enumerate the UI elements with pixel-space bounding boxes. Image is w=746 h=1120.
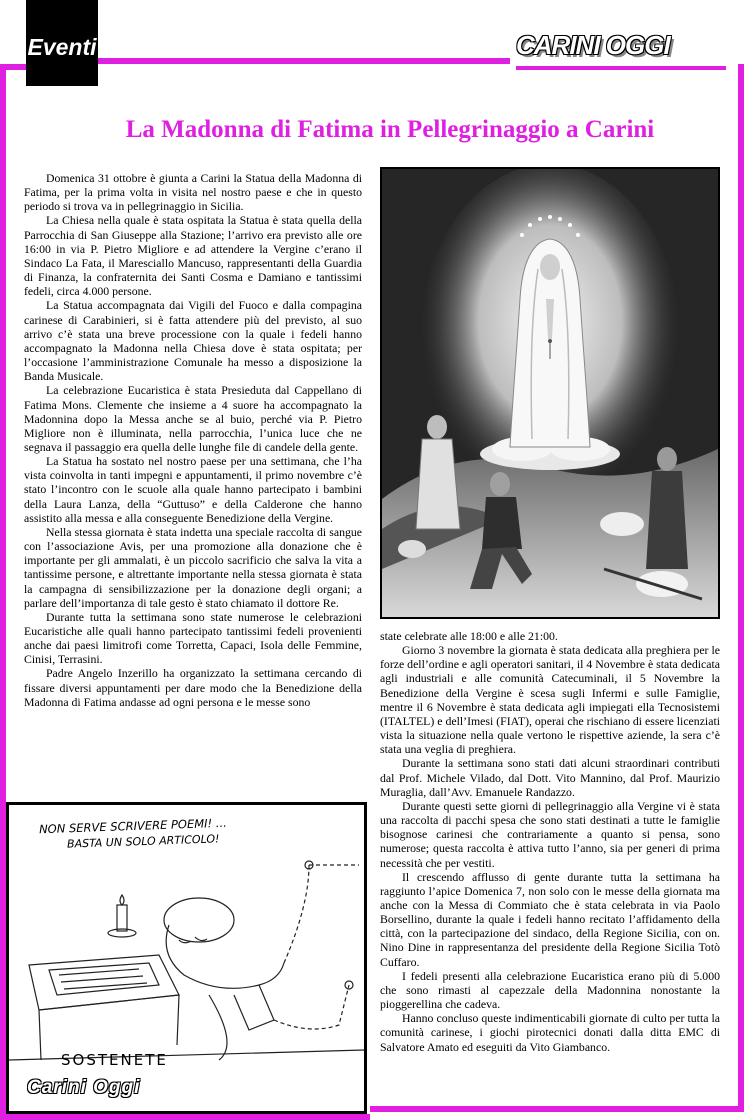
cartoon-drawing: [9, 845, 364, 1070]
paragraph: La Statua ha sostato nel nostro paese per una settimana, che l’ha vista coinvolta in tanti impegni e appuntamenti, il primo novembre c’è stato l’incontro con le scuole alla quale hanno partecipato i bambini della Laura Lanza, della “Guttuso” e della Calderone che hanno assistito alla messa e alla conseguente Benedizione della Vergine.: [24, 454, 362, 525]
frame-bottom-rule: [370, 1106, 744, 1112]
frame-right-rule: [738, 64, 744, 1108]
paragraph: La Statua accompagnata dai Vigili del Fuoco e dalla compagina carinese di Carabinieri, si è fatta attendere più del previsto, al suo arrivo c’è stata una breve processione con la quale i fedeli hanno accompagnato la Madonna nella Chiesa dove è stata ospitata; per l’occasione l’amministrazione Comunale ha messo a disposizione la Banda Musicale.: [24, 298, 362, 384]
article-column-right: [380, 629, 720, 1054]
madonna-illustration: [382, 169, 718, 617]
paragraph: Padre Angelo Inzerillo ha organizzato la settimana cercando di fissare diversi appuntamenti per dare modo che la Benedizione della Madonna di Fatima andasse ad ogni persona e le messe sono: [24, 666, 362, 709]
paragraph: Hanno concluso queste indimenticabili giornate di culto per tutta la comunità carinese, i giochi pirotecnici donati dalla ditta EMC di Salvatore Amato ed eseguiti da Vito Giambanco.: [380, 1011, 720, 1054]
cartoon-caption-line1: NON SERVE SCRIVERE POEMI! ...: [38, 815, 228, 837]
header-rule: [98, 58, 510, 64]
article-column-left: [24, 171, 362, 709]
paragraph: Durante questi sette giorni di pellegrinaggio alla Vergine vi è stata una raccolta di pacchi spesa che sono stati destinati a tutte le famiglie bisognose carinesi che contrariamente a quanto si pensa, sono numerose; questa raccolta è attiva tutto l’anno, sia per generi di prima necessità che per vestiti.: [380, 798, 720, 870]
paragraph: La celebrazione Eucaristica è stata Presieduta dal Cappellano di Fatima Mons. Clemente che insieme a 4 suore ha accompagnato la Madonnina dopo la Messa anche se al buio, perché via P. Pietro Migliore non è illuminata, nella parrocchia, l’unica luce che ne segnava il passaggio era quella delle lunghe file di candele della gente.: [24, 383, 362, 454]
madonna-photo: [380, 167, 720, 619]
paragraph: Durante tutta la settimana sono state numerose le celebrazioni Eucaristiche alle quali hanno partecipato tantissimi fedeli provenienti anche dai paesi limitrofi come Torretta, Capaci, Isola delle Femmine, Cinisi, Terrasini.: [24, 609, 362, 667]
paragraph: Il crescendo afflusso di gente durante tutta la settimana ha raggiunto l’apice Domenica 7, non solo con le messe della giornata ma anche con la Messa di Commiato che è stata celebrata in via Paolo Borsellino, durante la quale i fedeli hanno recitato l’affidamento della città, con la partecipazione del sindaco, della Regione Sicilia, con on. Nino Dine in rappresentanza del presidente della Regione Sicilia Totò Cuffaro.: [380, 869, 720, 969]
article-title: La Madonna di Fatima in Pellegrinaggio a Carini: [125, 116, 655, 143]
cartoon-panel: [6, 802, 367, 1114]
cartoon-caption-line2: BASTA UN SOLO ARTICOLO!: [66, 832, 220, 851]
cartoon-logo: Carini Oggi: [27, 1077, 141, 1098]
frame-bottom-rule-left: [0, 1114, 370, 1120]
paragraph: Domenica 31 ottobre è giunta a Carini la Statua della Madonna di Fatima, per la prima volta in visita nel nostro paese e che in questo periodo si trova va in pellegrinaggio in Sicilia.: [24, 171, 362, 214]
paragraph: I fedeli presenti alla celebrazione Eucaristica erano più di 5.000 che sono rimasti al capezzale della Madonnina nonostante la pioggerellina che cadeva.: [380, 968, 720, 1012]
paragraph: Nella stessa giornata è stata indetta una speciale raccolta di sangue con l’associazione Avis, per una promozione alla donazione che è importante per gli ammalati, è un piccolo sacrificio che salva la vita a tantissime persone, e altrettante importante nella stessa giornata è stata la campagna di sensibilizzazione per la donazione degli organi; a parlare dell’importanza di tale gesto è stato chiamato il dottore Re.: [24, 524, 362, 610]
paragraph: Durante la settimana sono stati dati alcuni straordinari contributi dal Prof. Michele Vilado, dal Dott. Vito Mannino, dal Prof. Maurizio Muraglia, dall’Avv. Emanuele Randazzo.: [380, 756, 720, 799]
paragraph: La Chiesa nella quale è stata ospitata la Statua è stata quella della Parrocchia di San Giuseppe alla Stazione; l’arrivo era previsto alle ore 16:00 in via P. Pietro Migliore e ad attendere la Vergine c’erano il Sindaco La Fata, il Maresciallo Mancuso, rappresentanti della Guardia di Finanza, la confraternita dei Santi Cosma e Damiano e tantissimi fedeli, circa 4.000 persone.: [24, 213, 362, 299]
paragraph: Giorno 3 novembre la giornata è stata dedicata alla preghiera per le forze dell’ordine e agli operatori sanitari, il 4 Novembre è stata dedicata agli industriali e alle comunità Catecuminali, il 5 Novembre la Benedizione della Vergine è scesa sugli Infermi e sulle Famiglie, mentre il 6 Novembre è stata dedicata agli impiegati ella Tecnosistemi (ITALTEL) e dell’Imesi (FIAT), operai che rischiano di essere licenziati vista la situazione nella quale vertono le rispettive aziende, la sera c’è stata una veglia di preghiera.: [380, 643, 720, 757]
brand-rule: [516, 66, 726, 70]
section-tag: Eventi: [27, 34, 97, 60]
paragraph-continued: state celebrate alle 18:00 e alle 21:00.: [380, 629, 558, 643]
brand-logo: CARINI OGGI: [516, 30, 670, 60]
cartoon-sign: SOSTENETE: [61, 1051, 168, 1069]
